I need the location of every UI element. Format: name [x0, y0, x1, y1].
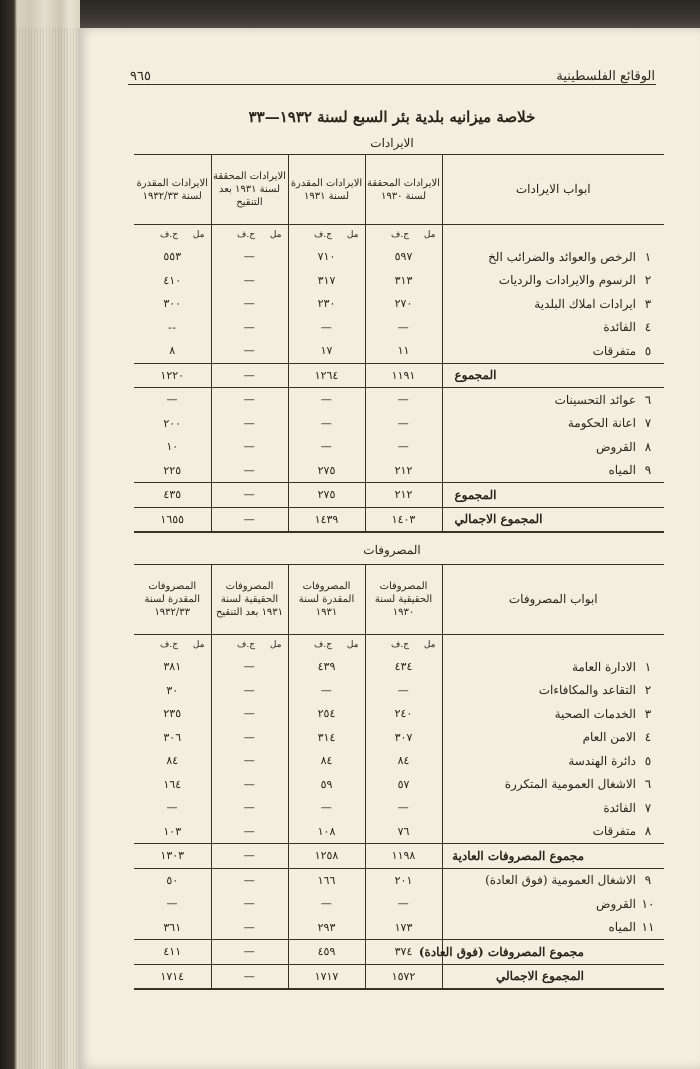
value-cell: —	[211, 796, 288, 820]
table-row	[134, 940, 664, 965]
value-cell: —	[211, 245, 288, 269]
row-label-cell	[442, 702, 664, 726]
value-cell: —	[288, 892, 365, 916]
value-cell: —	[211, 749, 288, 773]
row-label-cell	[442, 796, 664, 820]
row-number: ٩	[644, 463, 652, 478]
row-label: الاشغال العمومية (فوق العادة)	[485, 873, 636, 888]
row-label: القروض	[596, 439, 636, 454]
row-label: المياه	[608, 920, 636, 935]
row-number: ٩	[644, 873, 652, 888]
value-cell: ١٧	[288, 339, 365, 363]
value-cell: ٨٤	[365, 749, 442, 773]
expenditure-col-1931-estimated: المصروفات المقدرة لسنة ١٩٣١	[288, 565, 365, 635]
revenue-col-1931-estimated: الايرادات المقدرة لسنة ١٩٣١	[288, 155, 365, 225]
table-row	[134, 412, 664, 436]
row-number: ١٠	[641, 896, 655, 911]
value-cell: —	[211, 844, 288, 869]
row-label: المجموع الاجمالي	[454, 512, 543, 527]
book-page-edges	[0, 0, 80, 1069]
table-row	[134, 679, 664, 703]
value-cell: ١٠	[134, 435, 211, 459]
row-label: المجموع	[454, 368, 497, 383]
table-row	[134, 726, 664, 750]
value-cell: —	[365, 679, 442, 703]
value-cell: —	[365, 892, 442, 916]
row-label: التقاعد والمكافاءات	[538, 683, 636, 698]
value-cell: ٣٠٠	[134, 292, 211, 316]
value-cell: ٢٥٤	[288, 702, 365, 726]
value-cell: ٢١٢	[365, 459, 442, 483]
value-cell: ٢٧٥	[288, 483, 365, 508]
value-cell: —	[211, 339, 288, 363]
row-label: الرسوم والايرادات والرديات	[498, 273, 636, 288]
value-cell: ٢٣٠	[288, 292, 365, 316]
row-number: ٦	[644, 777, 652, 792]
table-row	[134, 796, 664, 820]
value-cell: ٣٠	[134, 679, 211, 703]
value-cell: --	[134, 316, 211, 340]
value-cell: ٢٩٣	[288, 916, 365, 940]
value-cell: ٥٧	[365, 773, 442, 797]
table-row	[134, 363, 664, 388]
row-label-cell	[442, 844, 664, 869]
value-cell: —	[211, 702, 288, 726]
row-label-cell	[418, 940, 664, 965]
value-cell: —	[365, 435, 442, 459]
row-label-cell	[442, 435, 664, 459]
value-cell: ١٦٦	[288, 868, 365, 892]
row-label: المجموع الاجمالي	[496, 969, 584, 984]
row-label-cell	[442, 773, 664, 797]
value-cell: ٧١٠	[288, 245, 365, 269]
table-row	[134, 435, 664, 459]
table-row	[134, 245, 664, 269]
row-number: ٥	[644, 753, 652, 768]
value-cell: ٥٩	[288, 773, 365, 797]
value-cell: ٧٦	[365, 820, 442, 844]
row-label-cell	[442, 820, 664, 844]
row-label-cell	[442, 316, 664, 340]
revenue-table	[134, 154, 664, 533]
value-cell: —	[134, 388, 211, 412]
value-cell: ٨	[134, 339, 211, 363]
table-row	[134, 655, 664, 679]
value-cell: ١٤٣٩	[288, 507, 365, 532]
expenditure-col-1932-estimated: المصروفات المقدرة لسنة ١٩٣٢/٣٣	[134, 565, 211, 635]
row-number: ٢	[644, 273, 652, 288]
row-label-cell	[442, 868, 664, 892]
table-row	[134, 316, 664, 340]
value-cell: —	[211, 820, 288, 844]
value-cell: —	[211, 412, 288, 436]
value-cell: ٥٩٧	[365, 245, 442, 269]
row-label-cell	[442, 726, 664, 750]
value-cell: ١٢٥٨	[288, 844, 365, 869]
table-row	[134, 892, 664, 916]
value-cell: ٤١٠	[134, 269, 211, 293]
value-cell: ٢٢٥	[134, 459, 211, 483]
value-cell: —	[288, 679, 365, 703]
value-cell: ١٦٤	[134, 773, 211, 797]
value-cell: ٣٦١	[134, 916, 211, 940]
value-cell: —	[365, 796, 442, 820]
row-label-cell	[442, 292, 664, 316]
unit-label: مل ج.ف	[134, 635, 211, 656]
expenditure-section-title: المصروفات	[363, 543, 421, 557]
revenue-col-1931-revised: الايرادات المحققة لسنة ١٩٣١ بعد التنقيح	[211, 155, 288, 225]
value-cell: —	[365, 316, 442, 340]
value-cell: ١٧١٧	[288, 964, 365, 989]
row-number: ٤	[644, 320, 652, 335]
value-cell: ٤٣٥	[134, 483, 211, 508]
value-cell: —	[134, 892, 211, 916]
row-label: القروض	[596, 896, 636, 911]
row-label-cell	[442, 245, 664, 269]
row-label: الامن العام	[582, 730, 636, 745]
row-label-cell	[442, 679, 664, 703]
document-title: خلاصة ميزانيه بلدية بئر السبع لسنة ١٩٣٢—٣٣	[248, 108, 536, 126]
value-cell: —	[288, 435, 365, 459]
row-label: دائرة الهندسة	[568, 753, 636, 768]
value-cell: —	[134, 796, 211, 820]
journal-title: الوقائع الفلسطينية	[556, 69, 655, 84]
row-label: متفرقات	[592, 343, 636, 358]
row-label: ايرادات املاك البلدية	[534, 296, 636, 311]
row-label: المياه	[608, 463, 636, 478]
row-label-cell	[442, 269, 664, 293]
row-label-cell	[442, 339, 664, 363]
value-cell: ١٢٢٠	[134, 363, 211, 388]
value-cell: —	[288, 796, 365, 820]
value-cell: —	[211, 459, 288, 483]
row-label-cell	[442, 483, 664, 508]
value-cell: ٢٣٥	[134, 702, 211, 726]
value-cell: —	[211, 388, 288, 412]
value-cell: ٢٠١	[365, 868, 442, 892]
value-cell: ١٧١٤	[134, 964, 211, 989]
page-number: ٩٦٥	[130, 69, 151, 84]
value-cell: —	[211, 316, 288, 340]
value-cell: —	[288, 412, 365, 436]
value-cell: —	[211, 964, 288, 989]
value-cell: ١٣٠٣	[134, 844, 211, 869]
expenditure-table	[134, 564, 664, 990]
revenue-section-title: الايرادات	[370, 136, 414, 150]
revenue-col-1932-estimated: الايرادات المقدرة لسنة ١٩٣٢/٣٣	[134, 155, 211, 225]
unit-label: مل ج.ف	[211, 635, 288, 656]
header-rule	[128, 84, 656, 85]
row-label: مجموع المصروفات العادية	[452, 848, 584, 863]
value-cell: ٣١٤	[288, 726, 365, 750]
row-label: الاشغال العمومية المتكررة	[504, 777, 636, 792]
value-cell: ١٠٣	[134, 820, 211, 844]
expenditure-table-header	[134, 565, 664, 635]
value-cell: ٤١١	[134, 940, 211, 965]
row-number: ١١	[641, 920, 655, 935]
row-number: ٨	[644, 439, 652, 454]
row-label: الادارة العامة	[571, 659, 636, 674]
table-row	[134, 964, 664, 989]
row-label: الفائدة	[603, 800, 636, 815]
row-number: ١	[644, 659, 652, 674]
page-header	[130, 60, 655, 84]
revenue-units-row	[134, 225, 664, 246]
table-row	[134, 292, 664, 316]
table-row	[134, 507, 664, 532]
value-cell: ٤٥٩	[288, 940, 365, 965]
value-cell: ١٥٧٢	[365, 964, 442, 989]
row-label: مجموع المصروفات (فوق العادة)	[418, 944, 584, 959]
table-row	[134, 820, 664, 844]
row-label-cell	[442, 412, 664, 436]
value-cell: ٣٠٧	[365, 726, 442, 750]
value-cell: —	[288, 316, 365, 340]
value-cell: ١٦٥٥	[134, 507, 211, 532]
value-cell: —	[211, 507, 288, 532]
row-label: الرخص والعوائد والضرائب الخ	[488, 249, 636, 264]
unit-label: مل ج.ف	[365, 635, 442, 656]
table-row	[134, 339, 664, 363]
table-row	[134, 773, 664, 797]
expenditure-col-1931-revised: المصروفات الحقيقية لسنة ١٩٣١ بعد التنقيح	[211, 565, 288, 635]
row-label-cell	[442, 459, 664, 483]
row-label-cell	[442, 964, 664, 989]
value-cell: —	[211, 679, 288, 703]
value-cell: ١١	[365, 339, 442, 363]
value-cell: —	[288, 388, 365, 412]
value-cell: —	[211, 773, 288, 797]
value-cell: ٢٧٥	[288, 459, 365, 483]
value-cell: ٥٠	[134, 868, 211, 892]
row-number: ٨	[644, 824, 652, 839]
row-number: ٦	[644, 392, 652, 407]
value-cell: ٥٥٣	[134, 245, 211, 269]
row-label-cell	[442, 916, 664, 940]
value-cell: ١١٩١	[365, 363, 442, 388]
row-label: المجموع	[454, 487, 497, 502]
value-cell: ٤٣٤	[365, 655, 442, 679]
table-row	[134, 269, 664, 293]
revenue-col-name: ابواب الايرادات	[442, 155, 664, 225]
value-cell: ٨٤	[288, 749, 365, 773]
value-cell: —	[211, 916, 288, 940]
value-cell: ١٧٣	[365, 916, 442, 940]
value-cell: ٣٧٤	[365, 940, 442, 965]
value-cell: —	[211, 940, 288, 965]
background-strip	[0, 0, 700, 30]
value-cell: —	[211, 292, 288, 316]
value-cell: —	[211, 483, 288, 508]
row-number: ١	[644, 249, 652, 264]
value-cell: ٢٧٠	[365, 292, 442, 316]
row-label: عوائد التحسينات	[554, 392, 636, 407]
table-row	[134, 844, 664, 869]
row-number: ٢	[644, 683, 652, 698]
value-cell: ٨٤	[134, 749, 211, 773]
row-number: ٥	[644, 343, 652, 358]
value-cell: —	[211, 726, 288, 750]
unit-label: مل ج.ف	[288, 225, 365, 246]
expenditure-units-row	[134, 635, 664, 656]
unit-label: مل ج.ف	[365, 225, 442, 246]
value-cell: ٣١٣	[365, 269, 442, 293]
value-cell: —	[211, 435, 288, 459]
unit-label: مل ج.ف	[288, 635, 365, 656]
table-row	[134, 868, 664, 892]
value-cell: ٢٤٠	[365, 702, 442, 726]
value-cell: ٣٨١	[134, 655, 211, 679]
value-cell: —	[211, 363, 288, 388]
value-cell: ١١٩٨	[365, 844, 442, 869]
value-cell: ٤٣٩	[288, 655, 365, 679]
unit-label: مل ج.ف	[134, 225, 211, 246]
row-number: ٧	[644, 800, 652, 815]
value-cell: —	[211, 269, 288, 293]
value-cell: —	[211, 868, 288, 892]
value-cell: —	[211, 892, 288, 916]
row-label: الفائدة	[603, 320, 636, 335]
row-label-cell	[442, 507, 664, 532]
value-cell: ١٢٦٤	[288, 363, 365, 388]
row-number: ٧	[644, 416, 652, 431]
expenditure-col-name: ابواب المصروفات	[442, 565, 664, 635]
row-label-cell	[442, 655, 664, 679]
table-row	[134, 483, 664, 508]
revenue-table-header	[134, 155, 664, 225]
row-label: الخدمات الصحية	[554, 706, 636, 721]
row-label-cell	[442, 363, 664, 388]
row-label: متفرقات	[592, 824, 636, 839]
document-page	[78, 28, 700, 1069]
value-cell: —	[211, 655, 288, 679]
expenditure-col-1930-actual: المصروفات الحقيقية لسنة ١٩٣٠	[365, 565, 442, 635]
row-label-cell	[442, 749, 664, 773]
value-cell: ٣٠٦	[134, 726, 211, 750]
value-cell: ١٠٨	[288, 820, 365, 844]
row-label-cell	[442, 388, 664, 412]
table-row	[134, 702, 664, 726]
row-number: ٣	[644, 296, 652, 311]
value-cell: ١٤٠٣	[365, 507, 442, 532]
value-cell: ٣١٧	[288, 269, 365, 293]
revenue-col-1930-actual: الايرادات المحققة لسنة ١٩٣٠	[365, 155, 442, 225]
value-cell: —	[365, 412, 442, 436]
table-row	[134, 916, 664, 940]
table-row	[134, 459, 664, 483]
value-cell: —	[365, 388, 442, 412]
row-number: ٣	[644, 706, 652, 721]
table-row	[134, 749, 664, 773]
row-label-cell	[442, 892, 664, 916]
value-cell: ٢١٢	[365, 483, 442, 508]
row-number: ٤	[644, 730, 652, 745]
value-cell: ٢٠٠	[134, 412, 211, 436]
unit-label: مل ج.ف	[211, 225, 288, 246]
row-label: اعانة الحكومة	[567, 416, 636, 431]
table-row	[134, 388, 664, 412]
